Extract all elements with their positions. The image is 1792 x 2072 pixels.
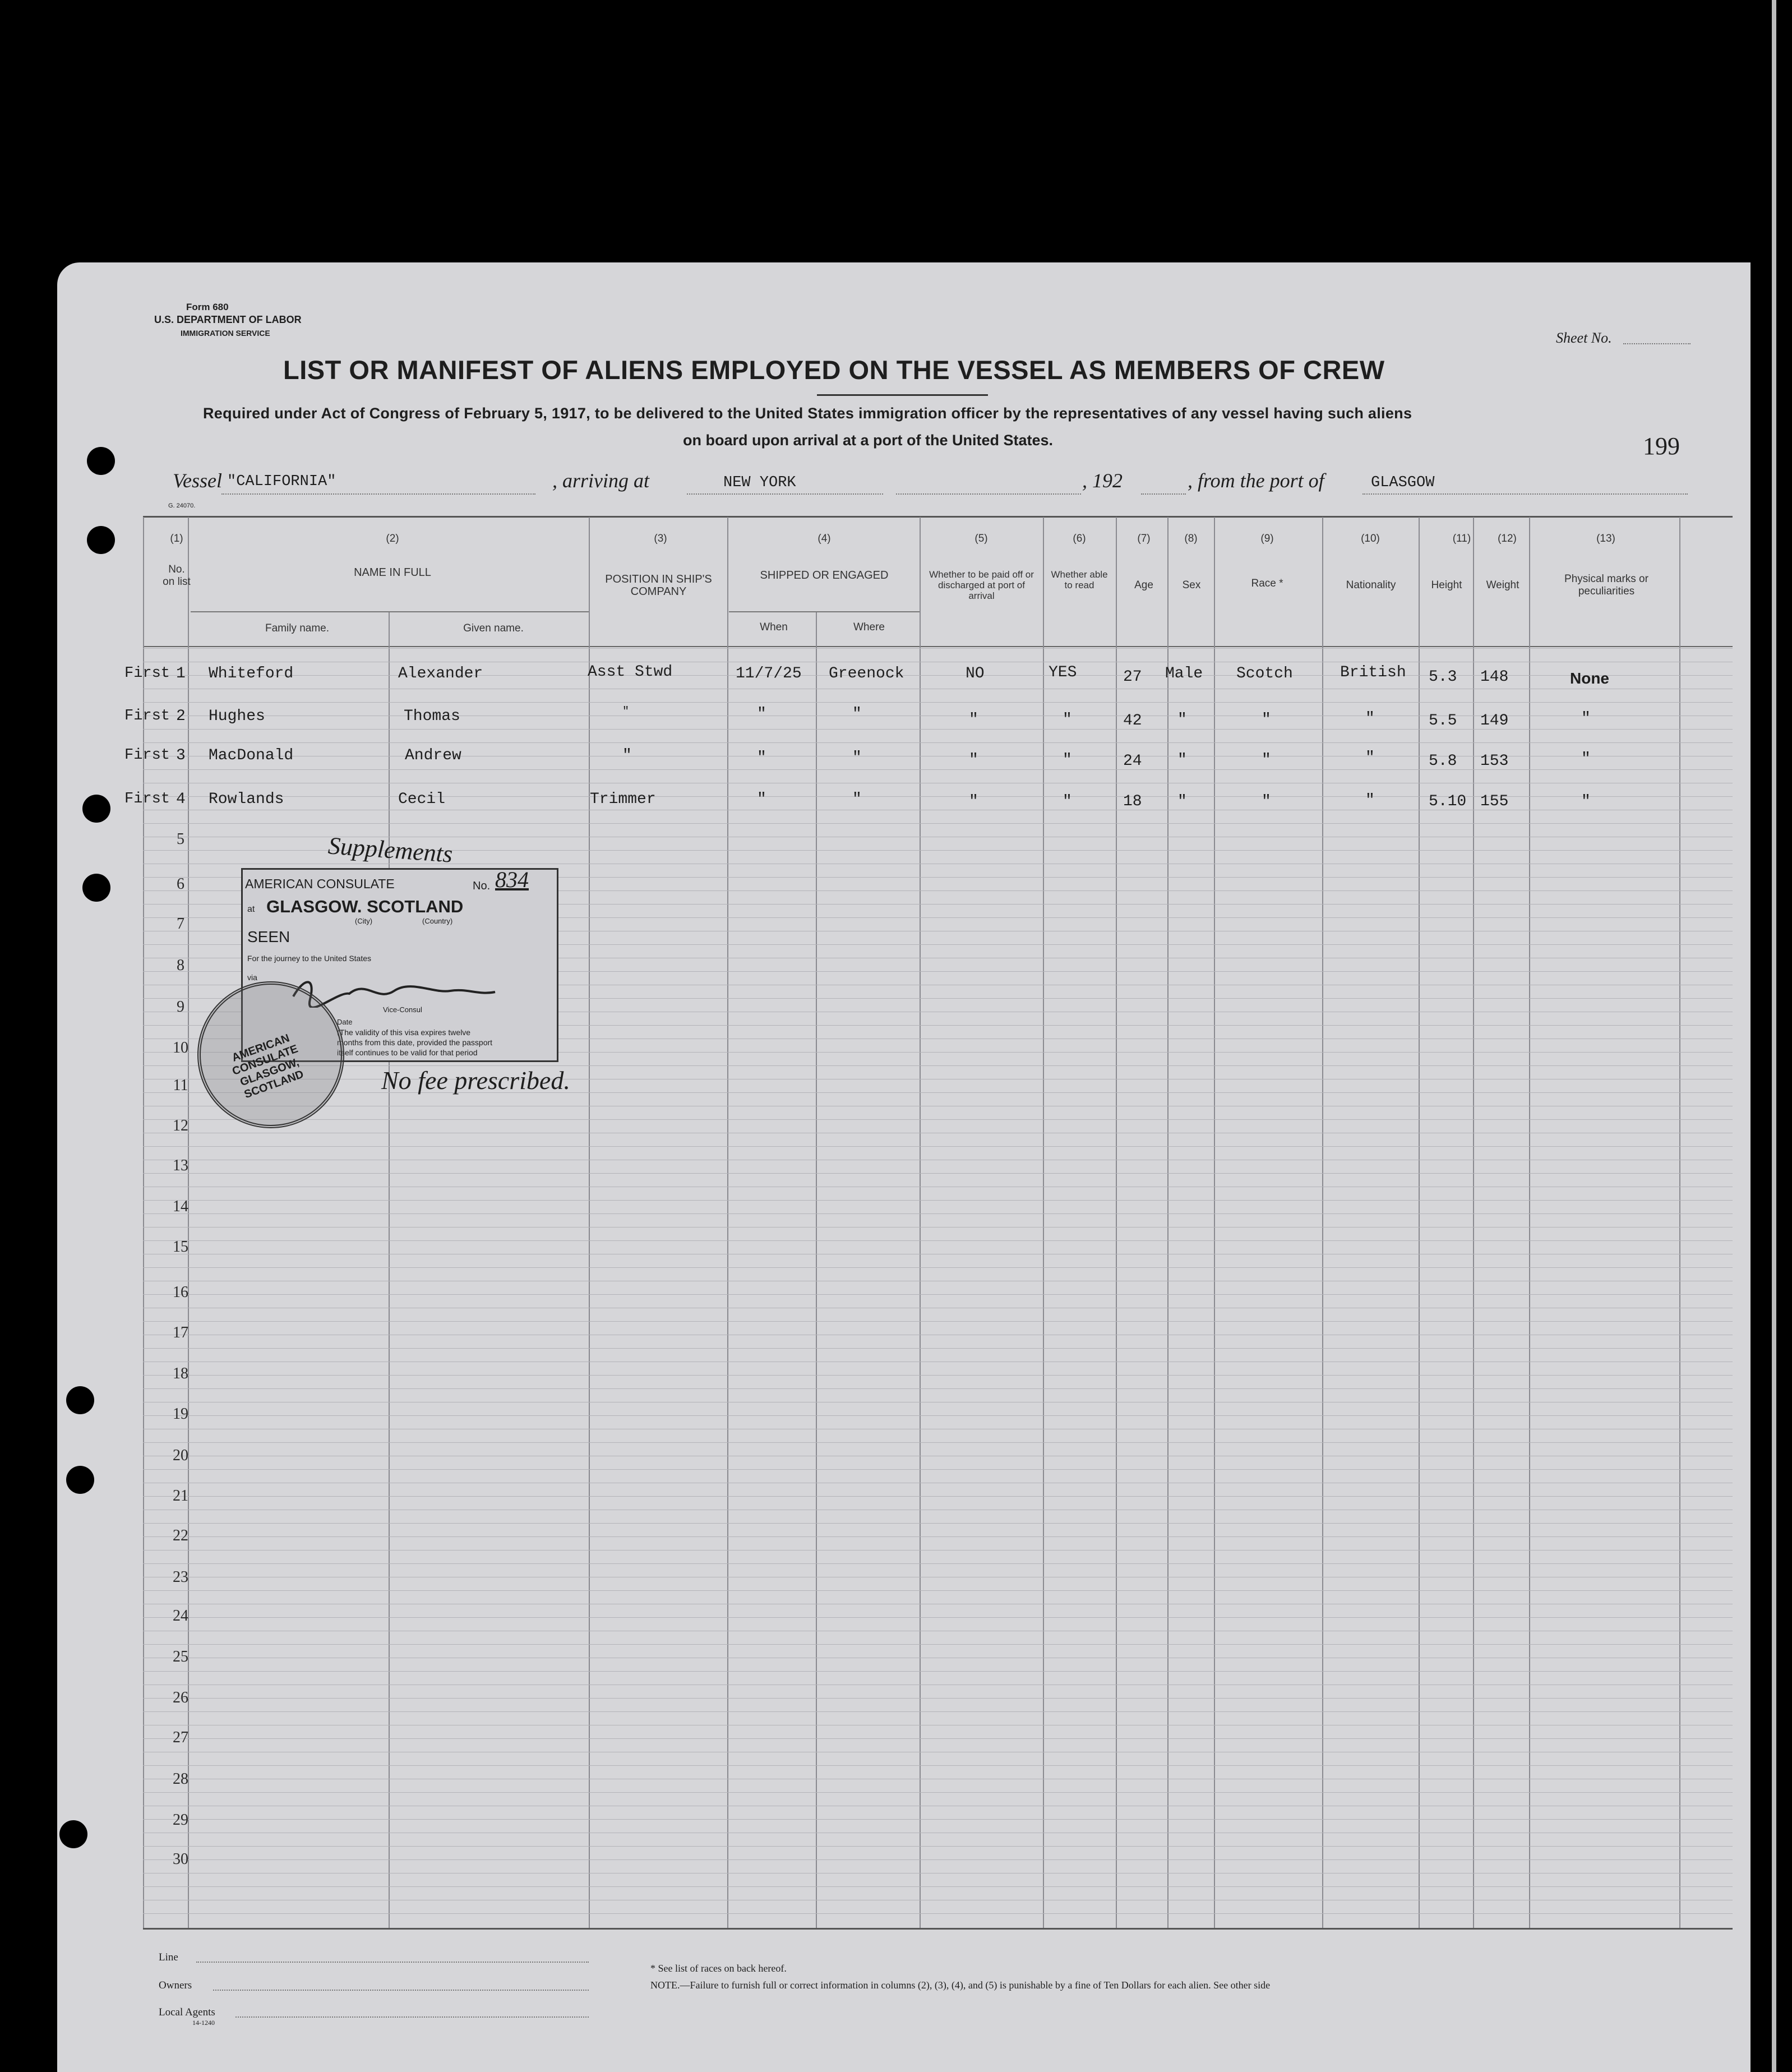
row-number: 13 bbox=[173, 1157, 188, 1174]
age: 24 bbox=[1123, 753, 1142, 770]
row-number: 18 bbox=[173, 1365, 188, 1382]
year-underline bbox=[1141, 493, 1186, 496]
col-number-heading: (13) bbox=[1596, 533, 1615, 544]
stamp-at: at bbox=[247, 905, 255, 914]
able-to-read: YES bbox=[1049, 664, 1077, 681]
ruled-line bbox=[143, 1523, 1733, 1524]
stamp-validity: (The validity of this visa expires twelve bbox=[337, 1028, 471, 1037]
stamp-validity: itself continues to be valid for that period bbox=[337, 1048, 478, 1057]
row-number: 19 bbox=[173, 1405, 188, 1423]
punch-hole bbox=[87, 447, 115, 475]
age: 18 bbox=[1123, 793, 1142, 810]
family-name: MacDonald bbox=[209, 747, 294, 764]
class-label: First bbox=[124, 708, 170, 724]
race: " bbox=[1262, 711, 1271, 728]
page-number: 199 bbox=[1643, 432, 1680, 460]
row-number: 2 bbox=[176, 708, 186, 725]
ruled-line bbox=[143, 1173, 1733, 1174]
col-label-when: When bbox=[760, 621, 788, 633]
shipped-when: " bbox=[757, 791, 766, 808]
table-top-border bbox=[143, 516, 1733, 518]
row-number: 10 bbox=[173, 1039, 188, 1056]
col-number-heading: (10) bbox=[1361, 533, 1380, 544]
able-to-read: " bbox=[1063, 793, 1072, 810]
consulate-name: AMERICAN CONSULATE bbox=[245, 876, 395, 891]
shipped-where: " bbox=[852, 749, 862, 767]
seal-text: AMERICAN CONSULATE GLASGOW, SCOTLAND bbox=[230, 1032, 306, 1101]
height: 5.5 bbox=[1429, 712, 1457, 730]
col-label-weight: Weight bbox=[1486, 579, 1519, 591]
nationality: " bbox=[1365, 792, 1375, 809]
row-number: 16 bbox=[173, 1284, 188, 1301]
col-label-nationality: Nationality bbox=[1346, 579, 1396, 591]
height: 5.8 bbox=[1429, 753, 1457, 770]
sex: Male bbox=[1165, 665, 1203, 682]
ruled-line bbox=[143, 1886, 1733, 1887]
age: 42 bbox=[1123, 712, 1142, 730]
ruled-line bbox=[143, 1617, 1733, 1618]
nationality: " bbox=[1365, 710, 1375, 727]
col-label-height: Height bbox=[1431, 579, 1462, 591]
departure-port: GLASGOW bbox=[1371, 474, 1435, 491]
position: " bbox=[622, 747, 632, 764]
stamp-no-value: 834 bbox=[495, 867, 529, 892]
row-number: 7 bbox=[177, 915, 184, 933]
punch-hole bbox=[59, 1820, 87, 1848]
row-number: 24 bbox=[173, 1607, 188, 1625]
given-name: Alexander bbox=[398, 665, 483, 682]
col-label-paid-off: Whether to be paid off or discharged at port of arrival bbox=[929, 569, 1034, 601]
stamp-journey: For the journey to the United States bbox=[247, 954, 372, 963]
given-name: Andrew bbox=[405, 747, 461, 764]
ruled-line bbox=[143, 1294, 1733, 1295]
height: 5.10 bbox=[1429, 793, 1467, 810]
stamp-vice-consul: Vice-Consul bbox=[383, 1005, 422, 1014]
col-label-where: Where bbox=[853, 621, 885, 633]
physical-marks: " bbox=[1581, 793, 1591, 810]
ruled-line bbox=[143, 1671, 1733, 1672]
date-underline bbox=[896, 493, 1081, 496]
row-number: 30 bbox=[173, 1851, 188, 1868]
col-number-heading: (12) bbox=[1498, 533, 1517, 544]
ruled-line bbox=[143, 1119, 1733, 1120]
col-number-heading: (5) bbox=[974, 533, 988, 544]
col-number-heading: (1) bbox=[170, 533, 183, 544]
ruled-line bbox=[143, 1375, 1733, 1376]
race: " bbox=[1262, 751, 1271, 769]
paid-off: " bbox=[969, 751, 978, 769]
row-number: 11 bbox=[173, 1077, 188, 1094]
header-bottom-rule bbox=[143, 646, 1733, 647]
able-to-read: " bbox=[1063, 711, 1072, 728]
form-code: G. 24070. bbox=[168, 502, 196, 509]
row-number: 4 bbox=[176, 791, 186, 808]
row-number: 14 bbox=[173, 1198, 188, 1215]
service-name: IMMIGRATION SERVICE bbox=[181, 329, 270, 338]
ruled-line bbox=[143, 742, 1733, 743]
weight: 149 bbox=[1480, 712, 1509, 730]
class-label: First bbox=[124, 791, 170, 807]
stamp-city-note: (City) bbox=[355, 917, 373, 925]
paid-off: NO bbox=[966, 665, 985, 682]
col-label-shipped: SHIPPED OR ENGAGED bbox=[760, 569, 889, 582]
port-underline bbox=[687, 493, 883, 496]
ruled-line bbox=[143, 1442, 1733, 1443]
ruled-line bbox=[143, 648, 1733, 649]
row-number: 5 bbox=[177, 830, 184, 848]
form-number: Form 680 bbox=[186, 302, 229, 312]
punch-hole bbox=[82, 874, 110, 902]
ruled-line bbox=[143, 1213, 1733, 1214]
sheet-number-line bbox=[1623, 343, 1691, 345]
ruled-line bbox=[143, 1644, 1733, 1645]
ruled-line bbox=[143, 1765, 1733, 1766]
col-number-heading: (11) bbox=[1452, 533, 1471, 544]
col-label-able-to-read: Whether able to read bbox=[1051, 569, 1108, 590]
footer-race-note: * See list of races on back hereof. bbox=[650, 1963, 787, 1974]
footer-line-underline bbox=[196, 1962, 589, 1964]
given-name: Cecil bbox=[398, 791, 446, 808]
physical-marks: " bbox=[1581, 710, 1591, 727]
col-label-age: Age bbox=[1134, 579, 1153, 591]
col-label-family-name: Family name. bbox=[265, 622, 330, 634]
stamp-country-note: (Country) bbox=[422, 917, 453, 925]
arriving-label: , arriving at bbox=[552, 469, 650, 492]
col-number-heading: (7) bbox=[1137, 533, 1151, 544]
col-label-position: POSITION IN SHIP'S COMPANY bbox=[605, 573, 712, 598]
arrival-port: NEW YORK bbox=[723, 474, 796, 491]
col-number-heading: (9) bbox=[1260, 533, 1274, 544]
ruled-line bbox=[143, 1846, 1733, 1847]
position: Trimmer bbox=[590, 791, 656, 808]
ruled-line bbox=[143, 1913, 1733, 1914]
height: 5.3 bbox=[1429, 668, 1457, 686]
given-name: Thomas bbox=[404, 708, 460, 725]
department-name: U.S. DEPARTMENT OF LABOR bbox=[154, 314, 302, 325]
shipped-where: " bbox=[852, 705, 862, 723]
col-number-heading: (3) bbox=[654, 533, 667, 544]
col-number-heading: (4) bbox=[818, 533, 831, 544]
footer-owners-label: Owners bbox=[159, 1979, 192, 1991]
consulate-seal bbox=[197, 981, 344, 1128]
row-number: 23 bbox=[173, 1568, 188, 1586]
family-name: Rowlands bbox=[209, 791, 284, 808]
punch-hole bbox=[66, 1466, 94, 1494]
ruled-line bbox=[143, 1469, 1733, 1470]
table-bottom-border bbox=[143, 1928, 1733, 1930]
ruled-line bbox=[143, 1388, 1733, 1389]
row-number: 22 bbox=[173, 1527, 188, 1544]
weight: 148 bbox=[1480, 668, 1509, 686]
row-number: 25 bbox=[173, 1648, 188, 1665]
footer-agents-label: Local Agents bbox=[159, 2006, 215, 2018]
ruled-line bbox=[143, 1563, 1733, 1564]
shipped-when: " bbox=[757, 705, 766, 723]
supplements-annotation: Supplements bbox=[327, 832, 454, 868]
stamp-no-label: No. bbox=[473, 880, 491, 892]
fee-annotation: No fee prescribed. bbox=[381, 1066, 570, 1095]
form-title: LIST OR MANIFEST OF ALIENS EMPLOYED ON THE VESSEL AS MEMBERS OF CREW bbox=[283, 355, 1385, 385]
col-label-sex: Sex bbox=[1182, 579, 1201, 591]
ruled-line bbox=[143, 1321, 1733, 1322]
ruled-line bbox=[143, 1146, 1733, 1147]
sex: " bbox=[1177, 793, 1187, 810]
family-name: Whiteford bbox=[209, 665, 294, 682]
shipped-when: " bbox=[757, 749, 766, 767]
col-label-given-name: Given name. bbox=[463, 622, 524, 634]
row-number: 15 bbox=[173, 1238, 188, 1256]
nationality: British bbox=[1340, 664, 1406, 681]
physical-marks: None bbox=[1570, 670, 1609, 687]
row-number: 29 bbox=[173, 1811, 188, 1829]
row-number: 20 bbox=[173, 1447, 188, 1464]
row-number: 28 bbox=[173, 1770, 188, 1788]
row-number: 26 bbox=[173, 1689, 188, 1706]
sex: " bbox=[1177, 711, 1187, 728]
class-label: First bbox=[124, 665, 170, 682]
paid-off: " bbox=[969, 793, 978, 810]
row-number: 27 bbox=[173, 1729, 188, 1746]
ruled-line bbox=[143, 1267, 1733, 1268]
row-number: 17 bbox=[173, 1324, 188, 1341]
col-number-heading: (6) bbox=[1073, 533, 1086, 544]
ruled-line bbox=[143, 1792, 1733, 1793]
ruled-line bbox=[143, 1859, 1733, 1860]
punch-hole bbox=[87, 526, 115, 554]
race: Scotch bbox=[1236, 665, 1293, 682]
able-to-read: " bbox=[1063, 751, 1072, 769]
shipped-subheader-rule bbox=[729, 611, 920, 612]
form-subtitle: on board upon arrival at a port of the United States. bbox=[683, 432, 1054, 449]
shipped-where: " bbox=[852, 791, 862, 808]
stamp-date: Date bbox=[337, 1018, 353, 1026]
stamp-via: via bbox=[247, 973, 257, 982]
footer-penalty-note: NOTE.—Failure to furnish full or correct information in columns (2), (3), (4), and (5) is punishable by a fine of Ten Dollars for each alien. See other side bbox=[650, 1979, 1271, 1991]
ruled-line bbox=[143, 1711, 1733, 1712]
punch-hole bbox=[82, 795, 110, 823]
vessel-label: Vessel bbox=[173, 469, 222, 492]
col-number-heading: (8) bbox=[1184, 533, 1198, 544]
row-number: 1 bbox=[176, 665, 186, 682]
ruled-line bbox=[143, 1738, 1733, 1739]
name-subheader-rule bbox=[191, 611, 589, 612]
ruled-line bbox=[143, 1698, 1733, 1699]
ruled-line bbox=[143, 1590, 1733, 1591]
class-label: First bbox=[124, 747, 170, 764]
row-number: 6 bbox=[177, 875, 184, 893]
paid-off: " bbox=[969, 711, 978, 728]
form-subtitle: Required under Act of Congress of February 5, 1917, to be delivered to the United States immigration officer by the representatives of any vessel having such aliens bbox=[203, 405, 1412, 422]
footer-owners-underline bbox=[213, 1990, 589, 1992]
title-rule bbox=[817, 394, 988, 396]
col-label-name: NAME IN FULL bbox=[354, 566, 431, 579]
age: 27 bbox=[1123, 668, 1142, 686]
row-number: 12 bbox=[173, 1117, 188, 1134]
ruled-line bbox=[143, 1348, 1733, 1349]
row-number: 21 bbox=[173, 1487, 188, 1505]
col-number-heading: (2) bbox=[386, 533, 399, 544]
shipped-where: Greenock bbox=[829, 665, 904, 682]
col-label-physical-marks: Physical marks or peculiarities bbox=[1564, 573, 1648, 597]
ruled-line bbox=[143, 702, 1733, 703]
row-number: 3 bbox=[176, 747, 186, 764]
sheet-number-label: Sheet No. bbox=[1556, 330, 1612, 346]
footer-agents-underline bbox=[235, 2016, 589, 2019]
year-label: , 192 bbox=[1082, 469, 1123, 492]
sex: " bbox=[1177, 751, 1187, 769]
stamp-validity: months from this date, provided the passport bbox=[337, 1038, 493, 1047]
family-name: Hughes bbox=[209, 708, 265, 725]
col-label-race: Race * bbox=[1251, 578, 1283, 589]
vessel-name: "CALIFORNIA" bbox=[227, 473, 336, 490]
vessel-underline bbox=[221, 493, 535, 496]
from-port-label: , from the port of bbox=[1188, 469, 1324, 492]
from-port-underline bbox=[1363, 493, 1688, 496]
col-label-no-on-list: No. on list bbox=[163, 564, 191, 588]
weight: 155 bbox=[1480, 793, 1509, 810]
physical-marks: " bbox=[1581, 750, 1591, 768]
ruled-line bbox=[143, 1200, 1733, 1201]
stamp-seen: SEEN bbox=[247, 928, 290, 945]
position: Asst Stwd bbox=[588, 663, 673, 681]
ruled-line bbox=[143, 1819, 1733, 1820]
footer-line-label: Line bbox=[159, 1951, 178, 1963]
film-frame-edge bbox=[1772, 0, 1776, 2072]
shipped-when: 11/7/25 bbox=[736, 665, 802, 682]
race: " bbox=[1262, 793, 1271, 810]
nationality: " bbox=[1365, 749, 1375, 767]
punch-hole bbox=[66, 1386, 94, 1414]
ruled-line bbox=[143, 1415, 1733, 1416]
row-number: 9 bbox=[177, 998, 184, 1016]
footer-code: 14-1240 bbox=[192, 2019, 215, 2027]
weight: 153 bbox=[1480, 753, 1509, 770]
ruled-line bbox=[143, 1536, 1733, 1537]
row-number: 8 bbox=[177, 957, 184, 974]
position: " bbox=[622, 705, 630, 718]
ruled-line bbox=[143, 1240, 1733, 1241]
ruled-line bbox=[143, 1496, 1733, 1497]
stamp-city: GLASGOW. SCOTLAND bbox=[266, 897, 464, 916]
ruled-line bbox=[143, 823, 1733, 824]
